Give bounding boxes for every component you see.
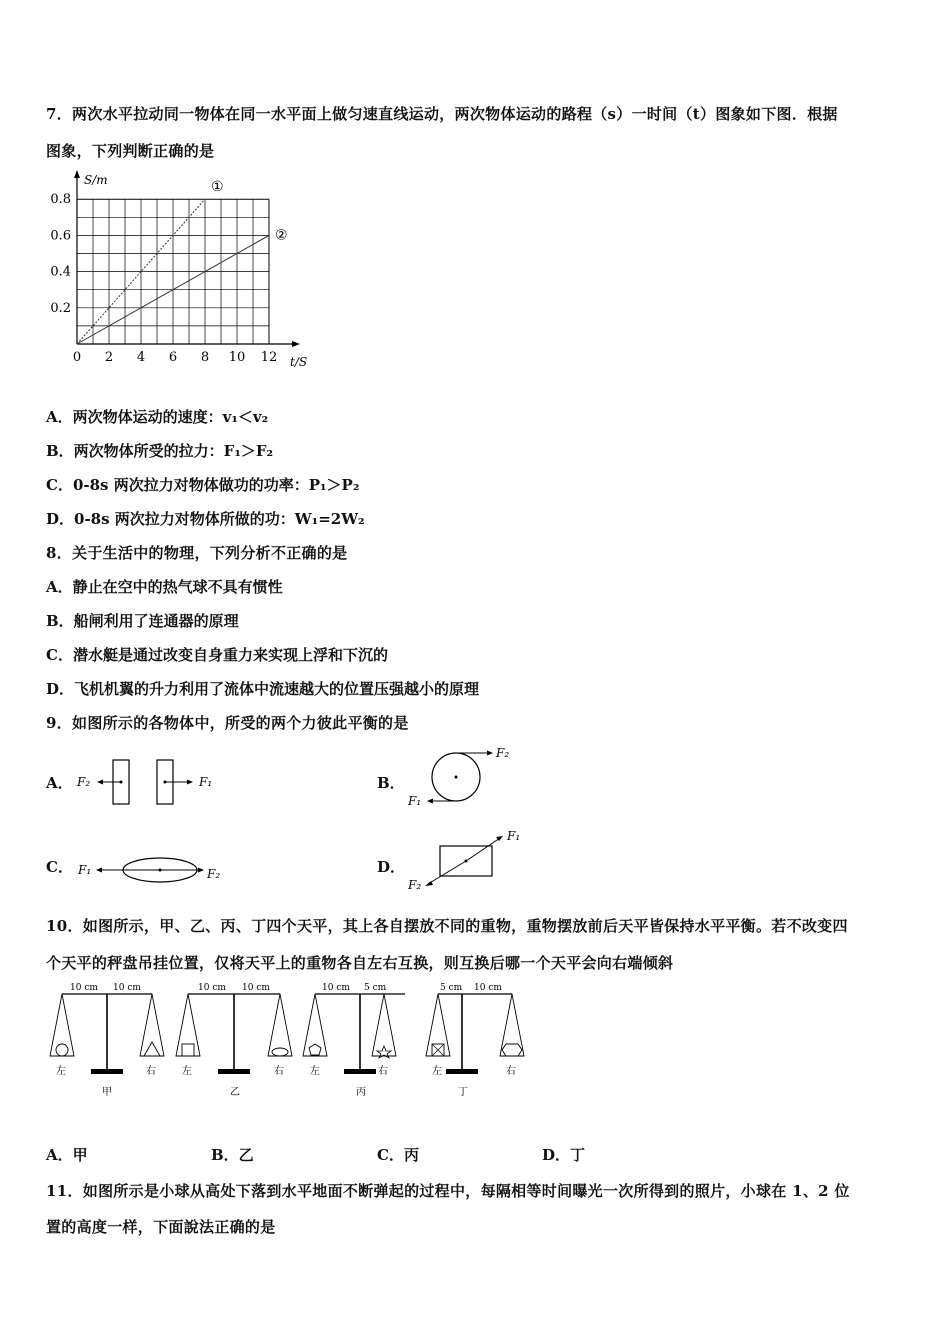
q9-option-d-label: D．	[377, 858, 406, 876]
svg-text:10 cm: 10 cm	[198, 983, 226, 993]
svg-text:左: 左	[56, 1066, 66, 1077]
svg-text:5 cm: 5 cm	[364, 983, 387, 993]
force-label-f2: F₂	[207, 867, 221, 881]
x-tick-label: 0	[72, 350, 82, 365]
weight-triangle	[144, 1042, 160, 1056]
q7-option-a: A．两次物体运动的速度：v₁＜v₂	[46, 408, 269, 426]
force-label-f2: F₂	[77, 775, 91, 789]
force-label-f1: F₁	[507, 829, 521, 843]
y-tick-label: 0.2	[50, 300, 71, 316]
q10-option-c: C．丙	[377, 1146, 419, 1164]
q9-stem: 9．如图所示的各物体中，所受的两个力彼此平衡的是	[46, 714, 409, 732]
x-tick-label: 8	[200, 350, 210, 365]
svg-text:左: 左	[182, 1066, 192, 1077]
q9-figure-c	[75, 848, 235, 888]
q8-stem: 8．关于生活中的物理，下列分析不正确的是	[46, 544, 348, 562]
x-tick-label: 12	[260, 350, 278, 365]
y-tick-label: 0.4	[50, 264, 71, 280]
x-axis-label: t/S	[290, 355, 308, 369]
x-tick-label: 2	[104, 350, 114, 365]
svg-text:乙: 乙	[230, 1087, 240, 1098]
svg-text:左: 左	[432, 1066, 442, 1077]
weight-ellipse	[272, 1048, 288, 1056]
weight-hexagon	[502, 1044, 522, 1056]
q10-option-a: A．甲	[46, 1146, 88, 1164]
x-tick-label: 6	[168, 350, 178, 365]
q8-option-d: D．飞机机翼的升力利用了流体中流速越大的位置压强越小的原理	[46, 680, 480, 698]
q11-stem-line1: 11．如图所示是小球从高处下落到水平地面不断弹起的过程中，每隔相等时间曝光一次所得到的照片，小球在 1、2 位	[46, 1182, 850, 1200]
svg-text:丙: 丙	[356, 1087, 366, 1098]
q10-option-d: D．丁	[542, 1146, 586, 1164]
svg-text:10 cm: 10 cm	[474, 983, 502, 993]
force-arrow-f2	[428, 861, 466, 884]
weight-pentagon	[309, 1044, 321, 1055]
q9-option-c-label: C．	[46, 858, 73, 876]
x-axis-arrow	[292, 341, 300, 347]
q9-figure-a	[75, 755, 225, 810]
balance-ding	[426, 983, 524, 1098]
q9-option-a-label: A．	[46, 774, 73, 792]
svg-text:甲: 甲	[102, 1087, 112, 1098]
chart-axes	[74, 170, 300, 347]
q7-option-d: D．0-8s 两次拉力对物体所做的功：W₁=2W₂	[46, 510, 365, 528]
q11-stem-line2: 置的高度一样，下面說法正确的是	[46, 1218, 276, 1236]
q10-stem-line1: 10．如图所示，甲、乙、丙、丁四个天平，其上各自摆放不同的重物，重物摆放前后天平皆保持水平平衡。若不改变四	[46, 917, 848, 935]
svg-text:右: 右	[146, 1066, 156, 1077]
svg-text:右: 右	[378, 1066, 388, 1077]
svg-text:右: 右	[506, 1066, 516, 1077]
svg-text:10 cm: 10 cm	[113, 983, 141, 993]
q10-stem-line2: 个天平的秤盘吊挂位置，仅将天平上的重物各自左右互换，则互换后哪一个天平会向右端倾斜	[46, 954, 674, 972]
balance-bing	[303, 983, 405, 1098]
svg-text:右: 右	[274, 1066, 284, 1077]
q9-figure-b	[400, 745, 520, 807]
y-axis-label: S/m	[84, 173, 108, 187]
balance-yi	[176, 983, 292, 1098]
y-tick-label: 0.8	[50, 192, 71, 208]
x-tick-label: 10	[228, 350, 246, 365]
balances-figure	[40, 980, 540, 1105]
svg-text:5 cm: 5 cm	[440, 983, 463, 993]
force-label-f1: F₁	[78, 863, 92, 877]
q7-option-b: B．两次物体所受的拉力：F₁＞F₂	[46, 442, 274, 460]
balance-jia	[50, 983, 164, 1098]
force-label-f2: F₂	[496, 746, 510, 760]
svg-text:丁: 丁	[458, 1087, 468, 1098]
x-tick-label: 4	[136, 350, 146, 365]
chart-grid	[77, 199, 269, 344]
svg-text:10 cm: 10 cm	[70, 983, 98, 993]
weight-square	[182, 1044, 194, 1056]
q9-option-b-label: B．	[377, 774, 405, 792]
q10-option-b: B．乙	[211, 1146, 254, 1164]
force-label-f2: F₂	[408, 878, 422, 892]
q8-option-b: B．船闸利用了连通器的原理	[46, 612, 239, 630]
force-arrow-f1	[466, 838, 500, 861]
st-graph	[40, 168, 330, 378]
q8-option-a: A．静止在空中的热气球不具有惯性	[46, 578, 283, 596]
weight-circle	[56, 1044, 68, 1056]
series-label-1: ①	[211, 179, 224, 196]
force-label-f1: F₁	[408, 794, 422, 808]
q9-figure-d	[400, 826, 530, 894]
svg-text:左: 左	[310, 1066, 320, 1077]
y-axis-arrow	[74, 170, 80, 178]
q7-option-c: C．0-8s 两次拉力对物体做功的功率：P₁＞P₂	[46, 476, 360, 494]
svg-text:10 cm: 10 cm	[242, 983, 270, 993]
y-tick-label: 0.6	[50, 228, 71, 244]
q7-stem-line2: 图象，下列判断正确的是	[46, 142, 215, 160]
force-label-f1: F₁	[199, 775, 213, 789]
q8-option-c: C．潜水艇是通过改变自身重力来实现上浮和下沉的	[46, 646, 388, 664]
svg-text:10 cm: 10 cm	[322, 983, 350, 993]
series-label-2: ②	[275, 227, 288, 244]
q7-stem-line1: 7．两次水平拉动同一物体在同一水平面上做匀速直线运动，两次物体运动的路程（s）一时间（t）图象如下图．根据	[46, 105, 838, 123]
